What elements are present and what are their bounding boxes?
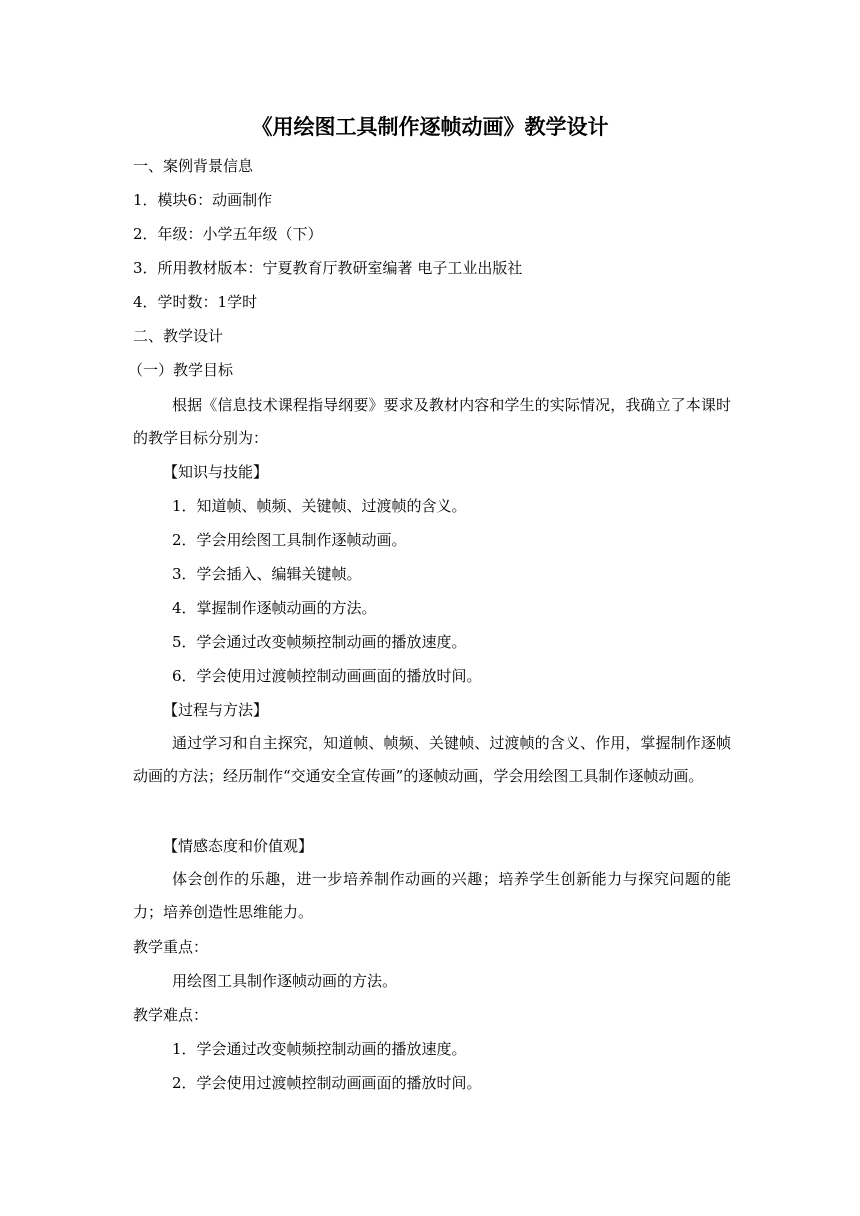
section-heading-background: 一、案例背景信息 [133,157,254,175]
difficulty-item-2: 2．学会使用过渡帧控制动画画面的播放时间。 [172,1074,482,1092]
document-title: 《用绘图工具制作逐帧动画》教学设计 [251,114,609,139]
knowledge-item-2: 2．学会用绘图工具制作逐帧动画。 [172,531,407,549]
knowledge-item-1: 1．知道帧、帧频、关键帧、过渡帧的含义。 [172,497,467,515]
emotion-values-paragraph: 体会创作的乐趣，进一步培养制作动画的兴趣；培养学生创新能力与探究问题的能力；培养创造性思维能力。 [133,870,731,921]
info-item-grade: 2．年级：小学五年级（下） [133,225,323,243]
process-methods-paragraph: 通过学习和自主探究，知道帧、帧频、关键帧、过渡帧的含义、作用，掌握制作逐帧动画的方法；经历制作“交通安全宣传画”的逐帧动画，学会用绘图工具制作逐帧动画。 [133,734,731,785]
process-methods-heading: 【过程与方法】 [163,701,269,719]
info-item-module: 1．模块6：动画制作 [133,191,273,209]
key-point-text: 用绘图工具制作逐帧动画的方法。 [172,972,398,990]
section-heading-design: 二、教学设计 [133,327,224,345]
difficulty-item-1: 1．学会通过改变帧频控制动画的播放速度。 [172,1040,467,1058]
knowledge-skills-heading: 【知识与技能】 [163,463,269,481]
key-point-heading: 教学重点： [133,938,209,956]
objectives-intro-paragraph: 根据《信息技术课程指导纲要》要求及教材内容和学生的实际情况，我确立了本课时的教学目标分别为： [133,396,731,447]
knowledge-item-3: 3．学会插入、编辑关键帧。 [172,565,362,583]
info-item-hours: 4．学时数：1学时 [133,293,258,311]
knowledge-item-4: 4．掌握制作逐帧动画的方法。 [172,599,377,617]
info-item-textbook: 3．所用教材版本：宁夏教育厅教研室编著 电子工业出版社 [133,259,523,277]
knowledge-item-6: 6．学会使用过渡帧控制动画画面的播放时间。 [172,667,482,685]
subsection-heading-objectives: （一）教学目标 [128,361,234,379]
knowledge-item-5: 5．学会通过改变帧频控制动画的播放速度。 [172,633,467,651]
emotion-values-heading: 【情感态度和价值观】 [163,837,314,855]
difficulty-heading: 教学难点： [133,1006,209,1024]
